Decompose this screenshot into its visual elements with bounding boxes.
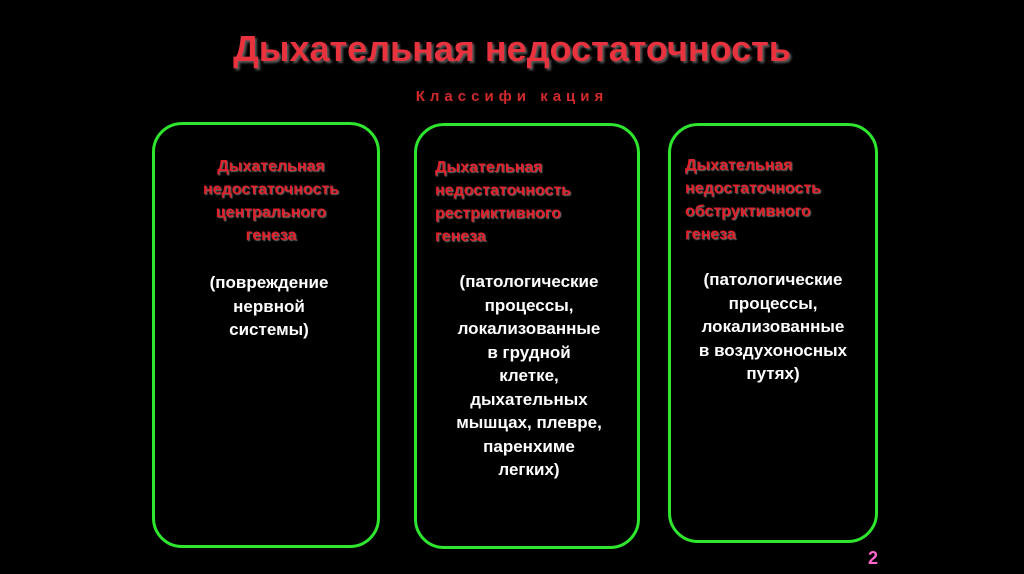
slide-subtitle: Классифи кация <box>415 88 609 105</box>
card-title-line: центрального <box>215 204 327 221</box>
card-title-line: недостаточность <box>685 180 821 197</box>
card-desc-line: (патологические <box>459 272 599 291</box>
card-desc-line: локализованные <box>701 317 845 336</box>
card-desc-line: системы) <box>229 320 309 339</box>
card-desc-line: процессы, <box>484 295 574 315</box>
card-desc-line: в грудной <box>487 342 571 362</box>
card-desc-line: нервной <box>233 296 305 316</box>
card-title-line: генеза <box>685 226 736 243</box>
card-title-line: недостаточность <box>203 181 339 198</box>
card-desc-line: в воздухоносных <box>698 340 848 360</box>
card-title-line: обструктивного <box>685 203 811 220</box>
card-desc-line: процессы, <box>728 293 818 313</box>
slide-title: Дыхательная недостаточность <box>233 28 791 69</box>
card-title-line: рестриктивного <box>435 205 561 222</box>
card-desc-line: мышцах, плевре, <box>456 413 602 432</box>
card-desc-line: локализованные <box>457 319 601 338</box>
page-number: 2 <box>868 548 879 568</box>
card-desc-line: легких) <box>498 460 560 479</box>
card-restrictive-genesis <box>414 123 640 549</box>
card-title-line: Дыхательная <box>217 158 325 175</box>
card-description <box>673 268 873 386</box>
card-title-line: Дыхательная <box>435 159 543 176</box>
card-desc-line: паренхиме <box>483 436 575 456</box>
card-desc-line: дыхательных <box>470 389 588 409</box>
card-description <box>425 270 633 482</box>
card-central-genesis <box>152 122 380 548</box>
card-title-line: Дыхательная <box>685 157 793 174</box>
card-title <box>181 155 361 247</box>
card-title-line: недостаточность <box>435 182 571 199</box>
card-desc-line: путях) <box>746 364 800 383</box>
card-desc-line: (повреждение <box>209 273 329 292</box>
card-title-line: генеза <box>245 227 297 244</box>
card-title <box>435 156 635 248</box>
card-title-line: генеза <box>435 228 486 245</box>
card-description <box>165 271 373 342</box>
card-title <box>685 154 875 246</box>
card-desc-line: клетке, <box>499 366 559 385</box>
card-desc-line: (патологические <box>703 270 843 289</box>
card-obstructive-genesis <box>668 123 878 543</box>
